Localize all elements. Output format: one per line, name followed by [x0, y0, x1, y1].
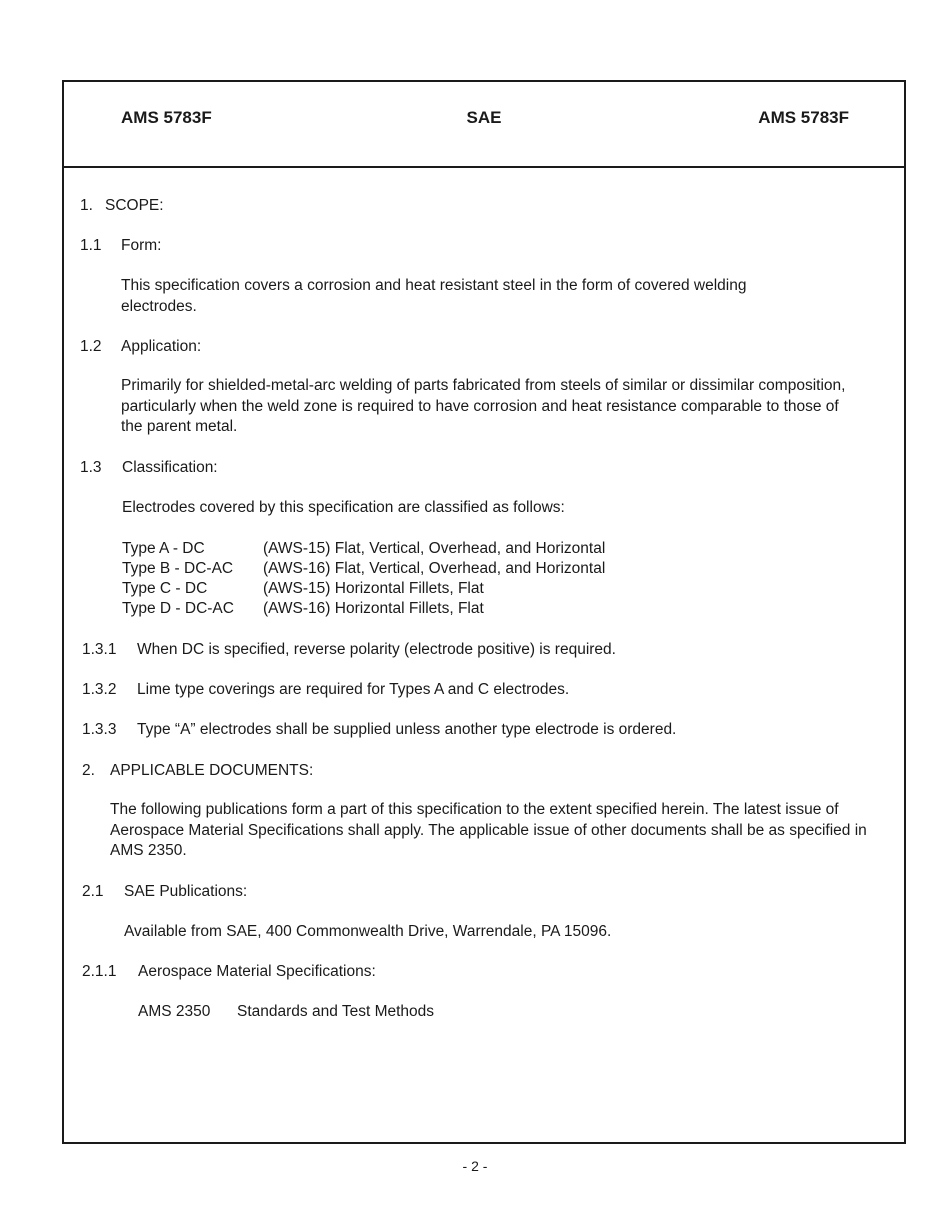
section-1-number: 1. — [80, 197, 93, 214]
section-2-text: The following publications form a part of this specification to the extent specified herein. The latest issue of Aerospace Material Specifications shall apply. The applicable issue of other documents shall be as specified in AMS 2350. — [110, 801, 867, 859]
ams-ref-number: AMS 2350 — [138, 1003, 211, 1020]
section-1-3-number: 1.3 — [80, 459, 102, 476]
section-1-3-3-text: Type “A” electrodes shall be supplied unless another type electrode is ordered. — [137, 721, 677, 738]
section-1-3-2-text: Lime type coverings are required for Types A and C electrodes. — [137, 681, 570, 698]
section-2-title: APPLICABLE DOCUMENTS: — [110, 762, 314, 779]
type-c-desc: (AWS-15) Horizontal Fillets, Flat — [263, 580, 484, 597]
type-c-label: Type C - DC — [122, 580, 208, 597]
type-a-desc: (AWS-15) Flat, Vertical, Overhead, and Horizontal — [263, 540, 606, 557]
document-header — [64, 82, 904, 168]
section-2-1-title: SAE Publications: — [124, 883, 248, 900]
section-2-1-1-number: 2.1.1 — [82, 963, 117, 980]
header-publisher: SAE — [466, 108, 502, 127]
section-2-1-text: Available from SAE, 400 Commonwealth Drive, Warrendale, PA 15096. — [124, 923, 612, 940]
section-1-3-3-number: 1.3.3 — [82, 721, 117, 738]
type-b-desc: (AWS-16) Flat, Vertical, Overhead, and Horizontal — [263, 560, 606, 577]
section-2-1-number: 2.1 — [82, 883, 104, 900]
type-d-label: Type D - DC-AC — [122, 600, 234, 617]
section-2-number: 2. — [82, 762, 95, 779]
section-1-title: SCOPE: — [105, 197, 164, 214]
section-1-1-number: 1.1 — [80, 237, 102, 254]
classification-intro: Electrodes covered by this specification are classified as follows: — [122, 499, 565, 516]
type-d-desc: (AWS-16) Horizontal Fillets, Flat — [263, 600, 484, 617]
section-1-3-1-number: 1.3.1 — [82, 641, 117, 658]
section-1-1-text: This specification covers a corrosion and heat resistant steel in the form of covered welding electrodes. — [121, 277, 747, 315]
type-a-label: Type A - DC — [122, 540, 205, 557]
type-b-label: Type B - DC-AC — [122, 560, 234, 577]
section-1-2-text: Primarily for shielded-metal-arc welding of parts fabricated from steels of similar or dissimilar composition, particularly when the weld zone is required to have corrosion and heat resistance comparable to those of the parent metal. — [121, 377, 846, 435]
section-2-1-1-title: Aerospace Material Specifications: — [138, 963, 376, 980]
section-1-3-1-text: When DC is specified, reverse polarity (electrode positive) is required. — [137, 641, 616, 658]
section-1-3-2-number: 1.3.2 — [82, 681, 117, 698]
header-doc-number-left: AMS 5783F — [121, 108, 212, 127]
ams-ref-title: Standards and Test Methods — [237, 1003, 435, 1020]
section-1-2-number: 1.2 — [80, 338, 102, 355]
page-number: - 2 - — [462, 1158, 488, 1174]
section-1-2-title: Application: — [121, 338, 202, 355]
section-1-1-title: Form: — [121, 237, 162, 254]
header-doc-number-right: AMS 5783F — [758, 108, 849, 127]
section-1-3-title: Classification: — [122, 459, 218, 476]
